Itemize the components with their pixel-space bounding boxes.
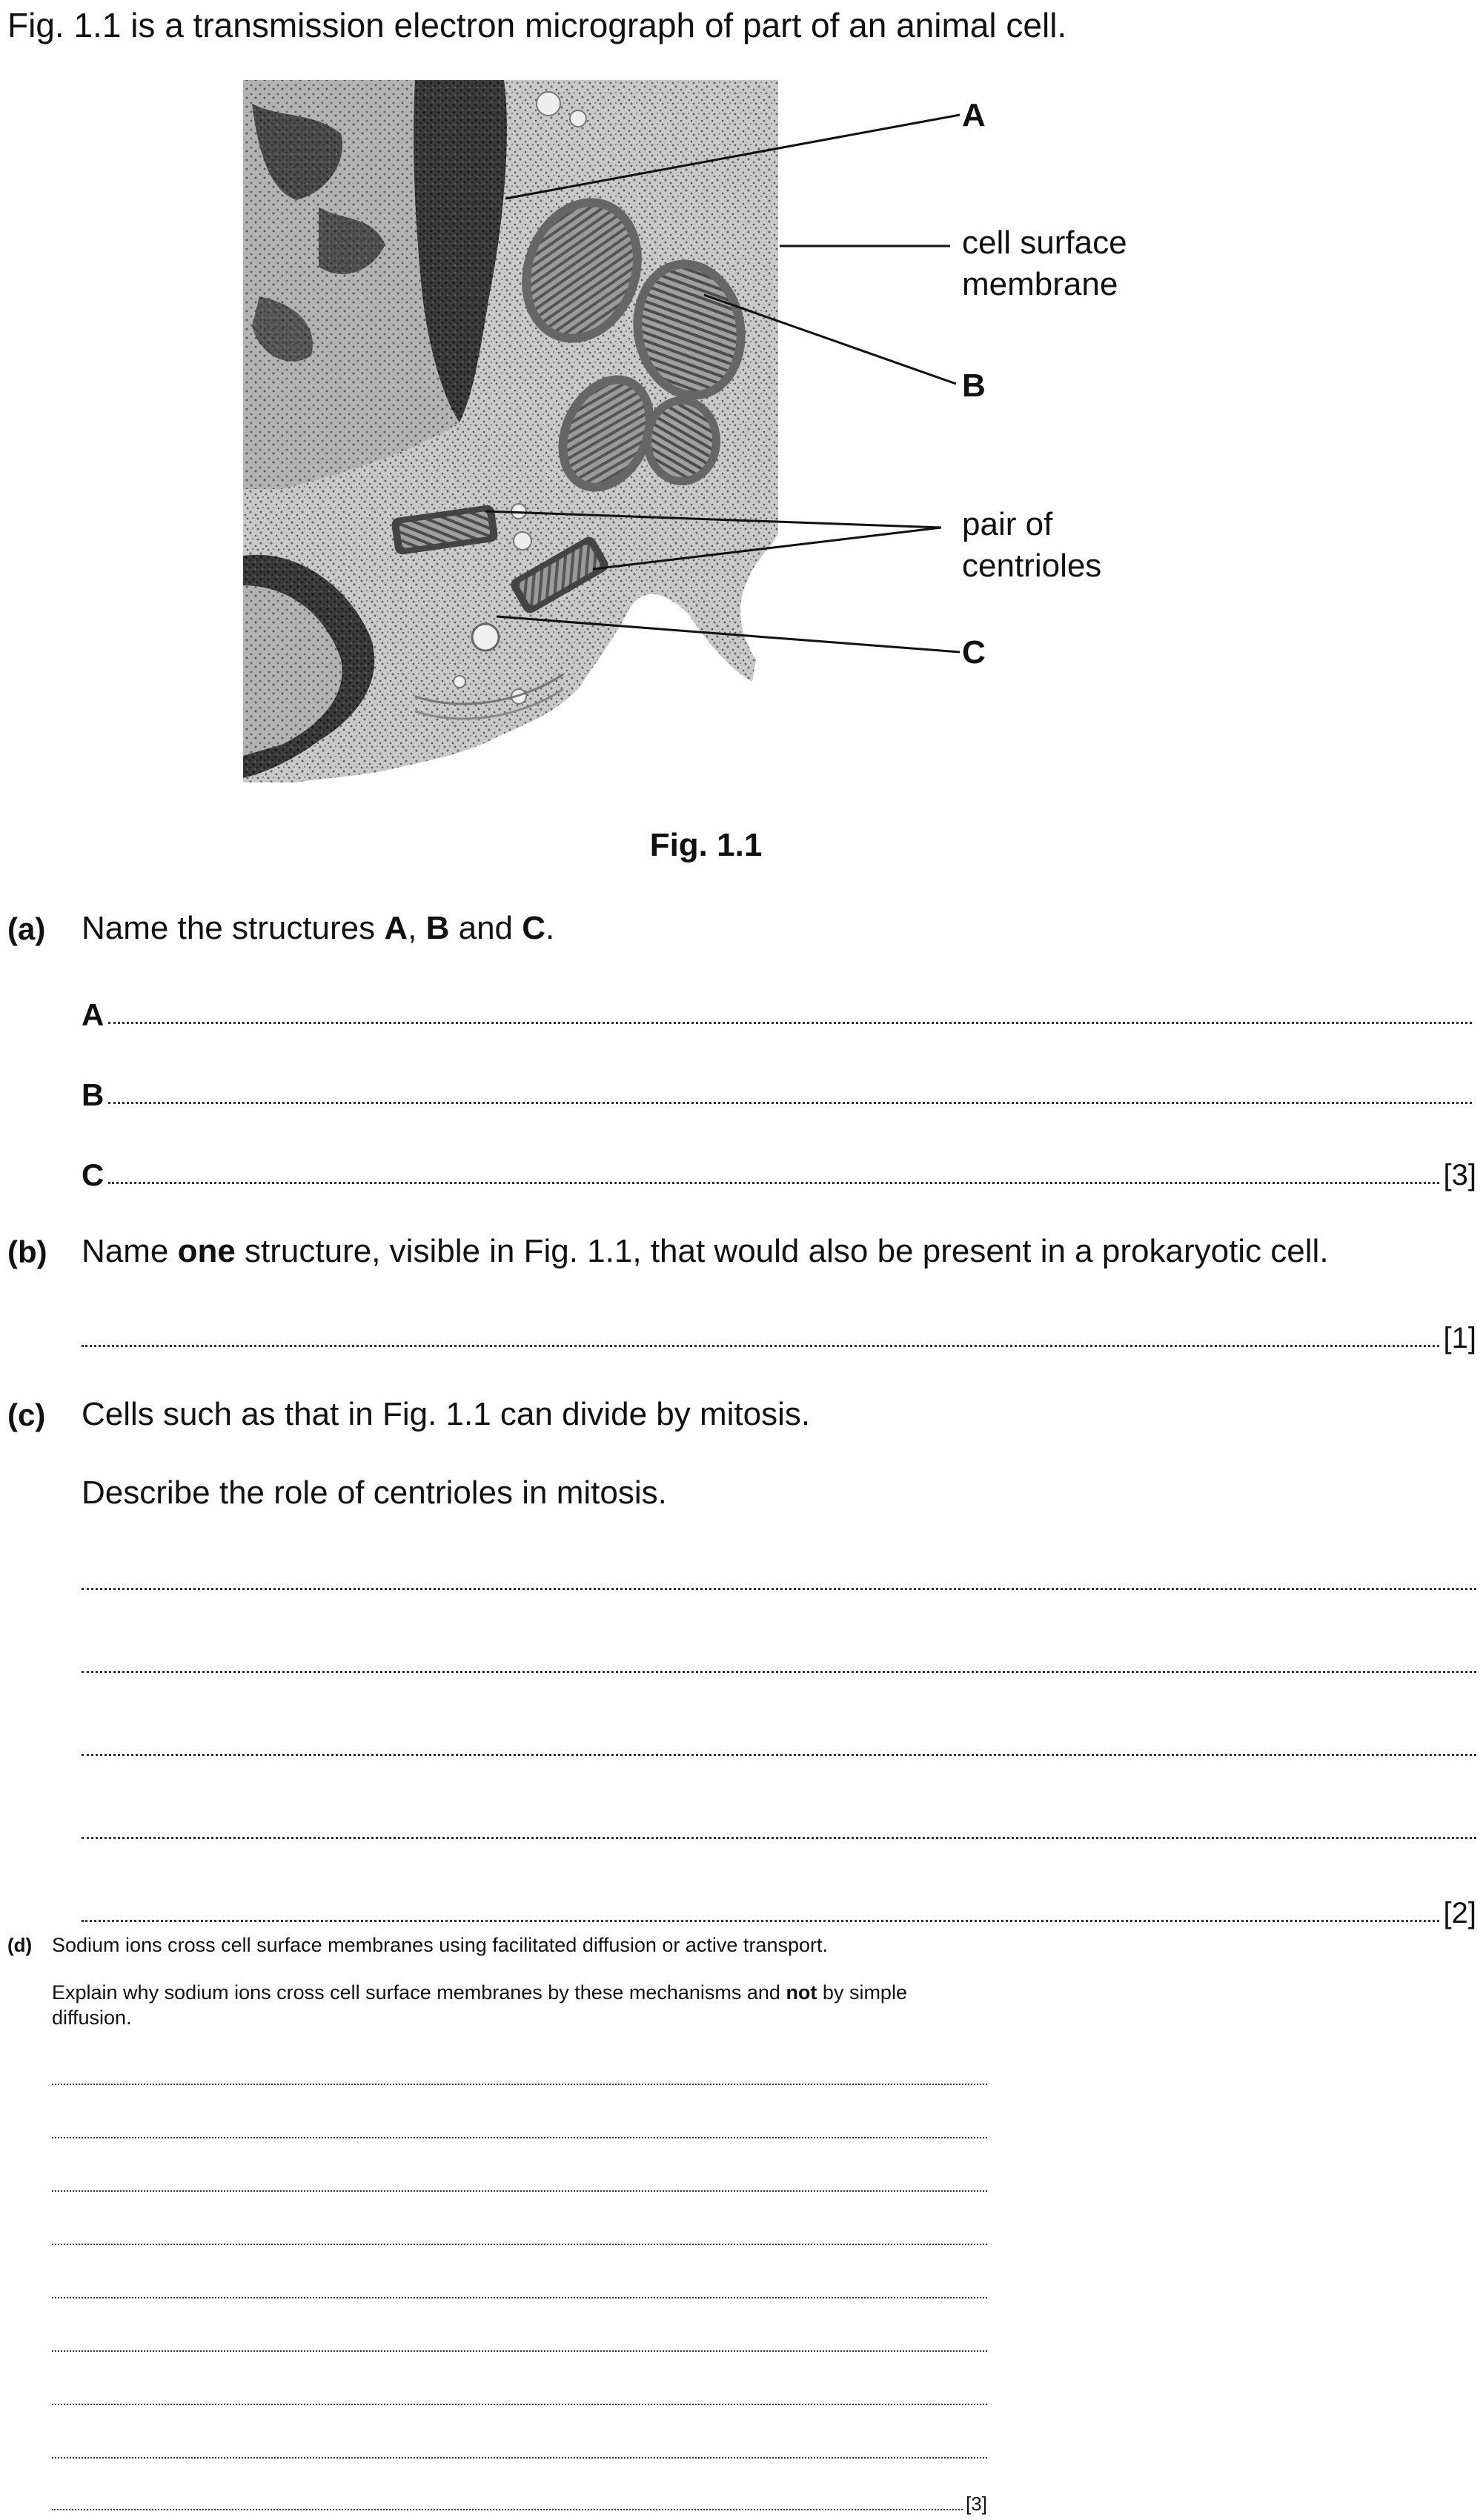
part-b-label: (b): [7, 1234, 47, 1269]
answer-line-part-d-3[interactable]: [52, 2171, 987, 2196]
figure-label-membrane-2: membrane: [962, 266, 1118, 302]
part-d-text-1: Sodium ions cross cell surface membranes using facilitated diffusion or active transport.: [52, 1934, 828, 1956]
answer-line-part-d-4[interactable]: [52, 2224, 987, 2250]
answer-line-b[interactable]: [82, 1073, 1476, 1111]
part-d-text-2-pre: Explain why sodium ions cross cell surface membranes by these mechanisms and: [52, 1981, 786, 2004]
part-b-text-pre: Name: [82, 1233, 178, 1269]
figure-label-c: C: [962, 634, 986, 671]
answer-line-a[interactable]: [82, 993, 1476, 1031]
figure-label-membrane-1: cell surface: [962, 225, 1127, 261]
dotted-line: [108, 1101, 1472, 1104]
part-a-marks: [3]: [1443, 1159, 1476, 1191]
dotted-line: [82, 1587, 1476, 1590]
question-intro: Fig. 1.1 is a transmission electron micrograph of part of an animal cell.: [7, 6, 1067, 44]
answer-line-part-d-5[interactable]: [52, 2278, 987, 2303]
dotted-line: [108, 1021, 1472, 1024]
part-b-marks: [1]: [1443, 1322, 1476, 1354]
dotted-line: [82, 1344, 1439, 1347]
answer-line-a-label: A: [82, 997, 104, 1032]
dotted-line: [108, 1181, 1439, 1184]
dotted-line: [52, 2083, 987, 2085]
dotted-line: [52, 2296, 987, 2298]
answer-line-c[interactable]: [82, 1153, 1476, 1191]
part-d-text-2-post: by simple diffusion.: [52, 1981, 907, 2029]
part-d-text-2-bold: not: [786, 1981, 817, 2004]
part-b-question: [82, 1231, 1329, 1271]
answer-line-part-c-3[interactable]: [82, 1725, 1476, 1763]
answer-line-part-d-6[interactable]: [52, 2331, 987, 2356]
dotted-line: [52, 2136, 987, 2138]
figure-label-a: A: [962, 97, 986, 133]
part-c-marks: [2]: [1443, 1897, 1476, 1929]
answer-line-part-c-1[interactable]: [82, 1559, 1476, 1598]
part-a-question: [82, 908, 554, 948]
part-a-bold-a: A: [384, 910, 408, 946]
part-a-label: (a): [7, 911, 46, 946]
part-a-bold-b: B: [425, 910, 450, 946]
answer-line-part-d-1[interactable]: [52, 2064, 987, 2090]
part-a-text-post: .: [545, 910, 555, 946]
part-a-bold-c: C: [522, 910, 546, 946]
dotted-line: [82, 1670, 1476, 1673]
part-d-label: (d): [7, 1934, 33, 1956]
part-a-sep-1: ,: [408, 910, 426, 946]
answer-line-part-c-2[interactable]: [82, 1642, 1476, 1680]
micrograph-figure: [0, 74, 1483, 785]
part-d-text-2: [52, 1980, 986, 2030]
dotted-line: [52, 2403, 987, 2405]
answer-line-part-b[interactable]: [82, 1316, 1476, 1354]
dotted-line: [52, 2508, 963, 2510]
dotted-line: [82, 1919, 1439, 1922]
answer-line-part-d-7[interactable]: [52, 2384, 987, 2410]
answer-line-part-d-8[interactable]: [52, 2438, 987, 2463]
dotted-line: [52, 2350, 987, 2352]
answer-line-part-c-5[interactable]: [82, 1891, 1476, 1929]
part-b-text-post: structure, visible in Fig. 1.1, that would also be present in a prokaryotic cell.: [235, 1233, 1329, 1269]
part-d-marks: [3]: [966, 2493, 987, 2515]
dotted-line: [82, 1753, 1476, 1756]
part-c-label: (c): [7, 1397, 46, 1432]
figure-caption: Fig. 1.1: [649, 827, 763, 863]
dotted-line: [52, 2190, 987, 2192]
part-a-text-pre: Name the structures: [82, 910, 385, 946]
part-c-text-2: Describe the role of centrioles in mitosis.: [82, 1475, 667, 1511]
answer-line-part-c-4[interactable]: [82, 1808, 1476, 1846]
dotted-line: [52, 2456, 987, 2459]
dotted-line: [82, 1836, 1476, 1839]
answer-line-part-d-9[interactable]: [52, 2490, 987, 2515]
figure-label-b: B: [962, 368, 986, 404]
dotted-line: [52, 2243, 987, 2245]
figure-1-1: [0, 74, 1483, 785]
figure-label-centrioles-2: centrioles: [962, 548, 1102, 584]
part-a-sep-2: and: [449, 910, 522, 946]
figure-label-centrioles-1: pair of: [962, 506, 1053, 542]
part-b-bold: one: [177, 1233, 236, 1269]
part-c-text-1: Cells such as that in Fig. 1.1 can divide by mitosis.: [82, 1396, 811, 1432]
answer-line-part-d-2[interactable]: [52, 2118, 987, 2143]
answer-line-c-label: C: [82, 1157, 104, 1192]
answer-line-b-label: B: [82, 1077, 104, 1112]
